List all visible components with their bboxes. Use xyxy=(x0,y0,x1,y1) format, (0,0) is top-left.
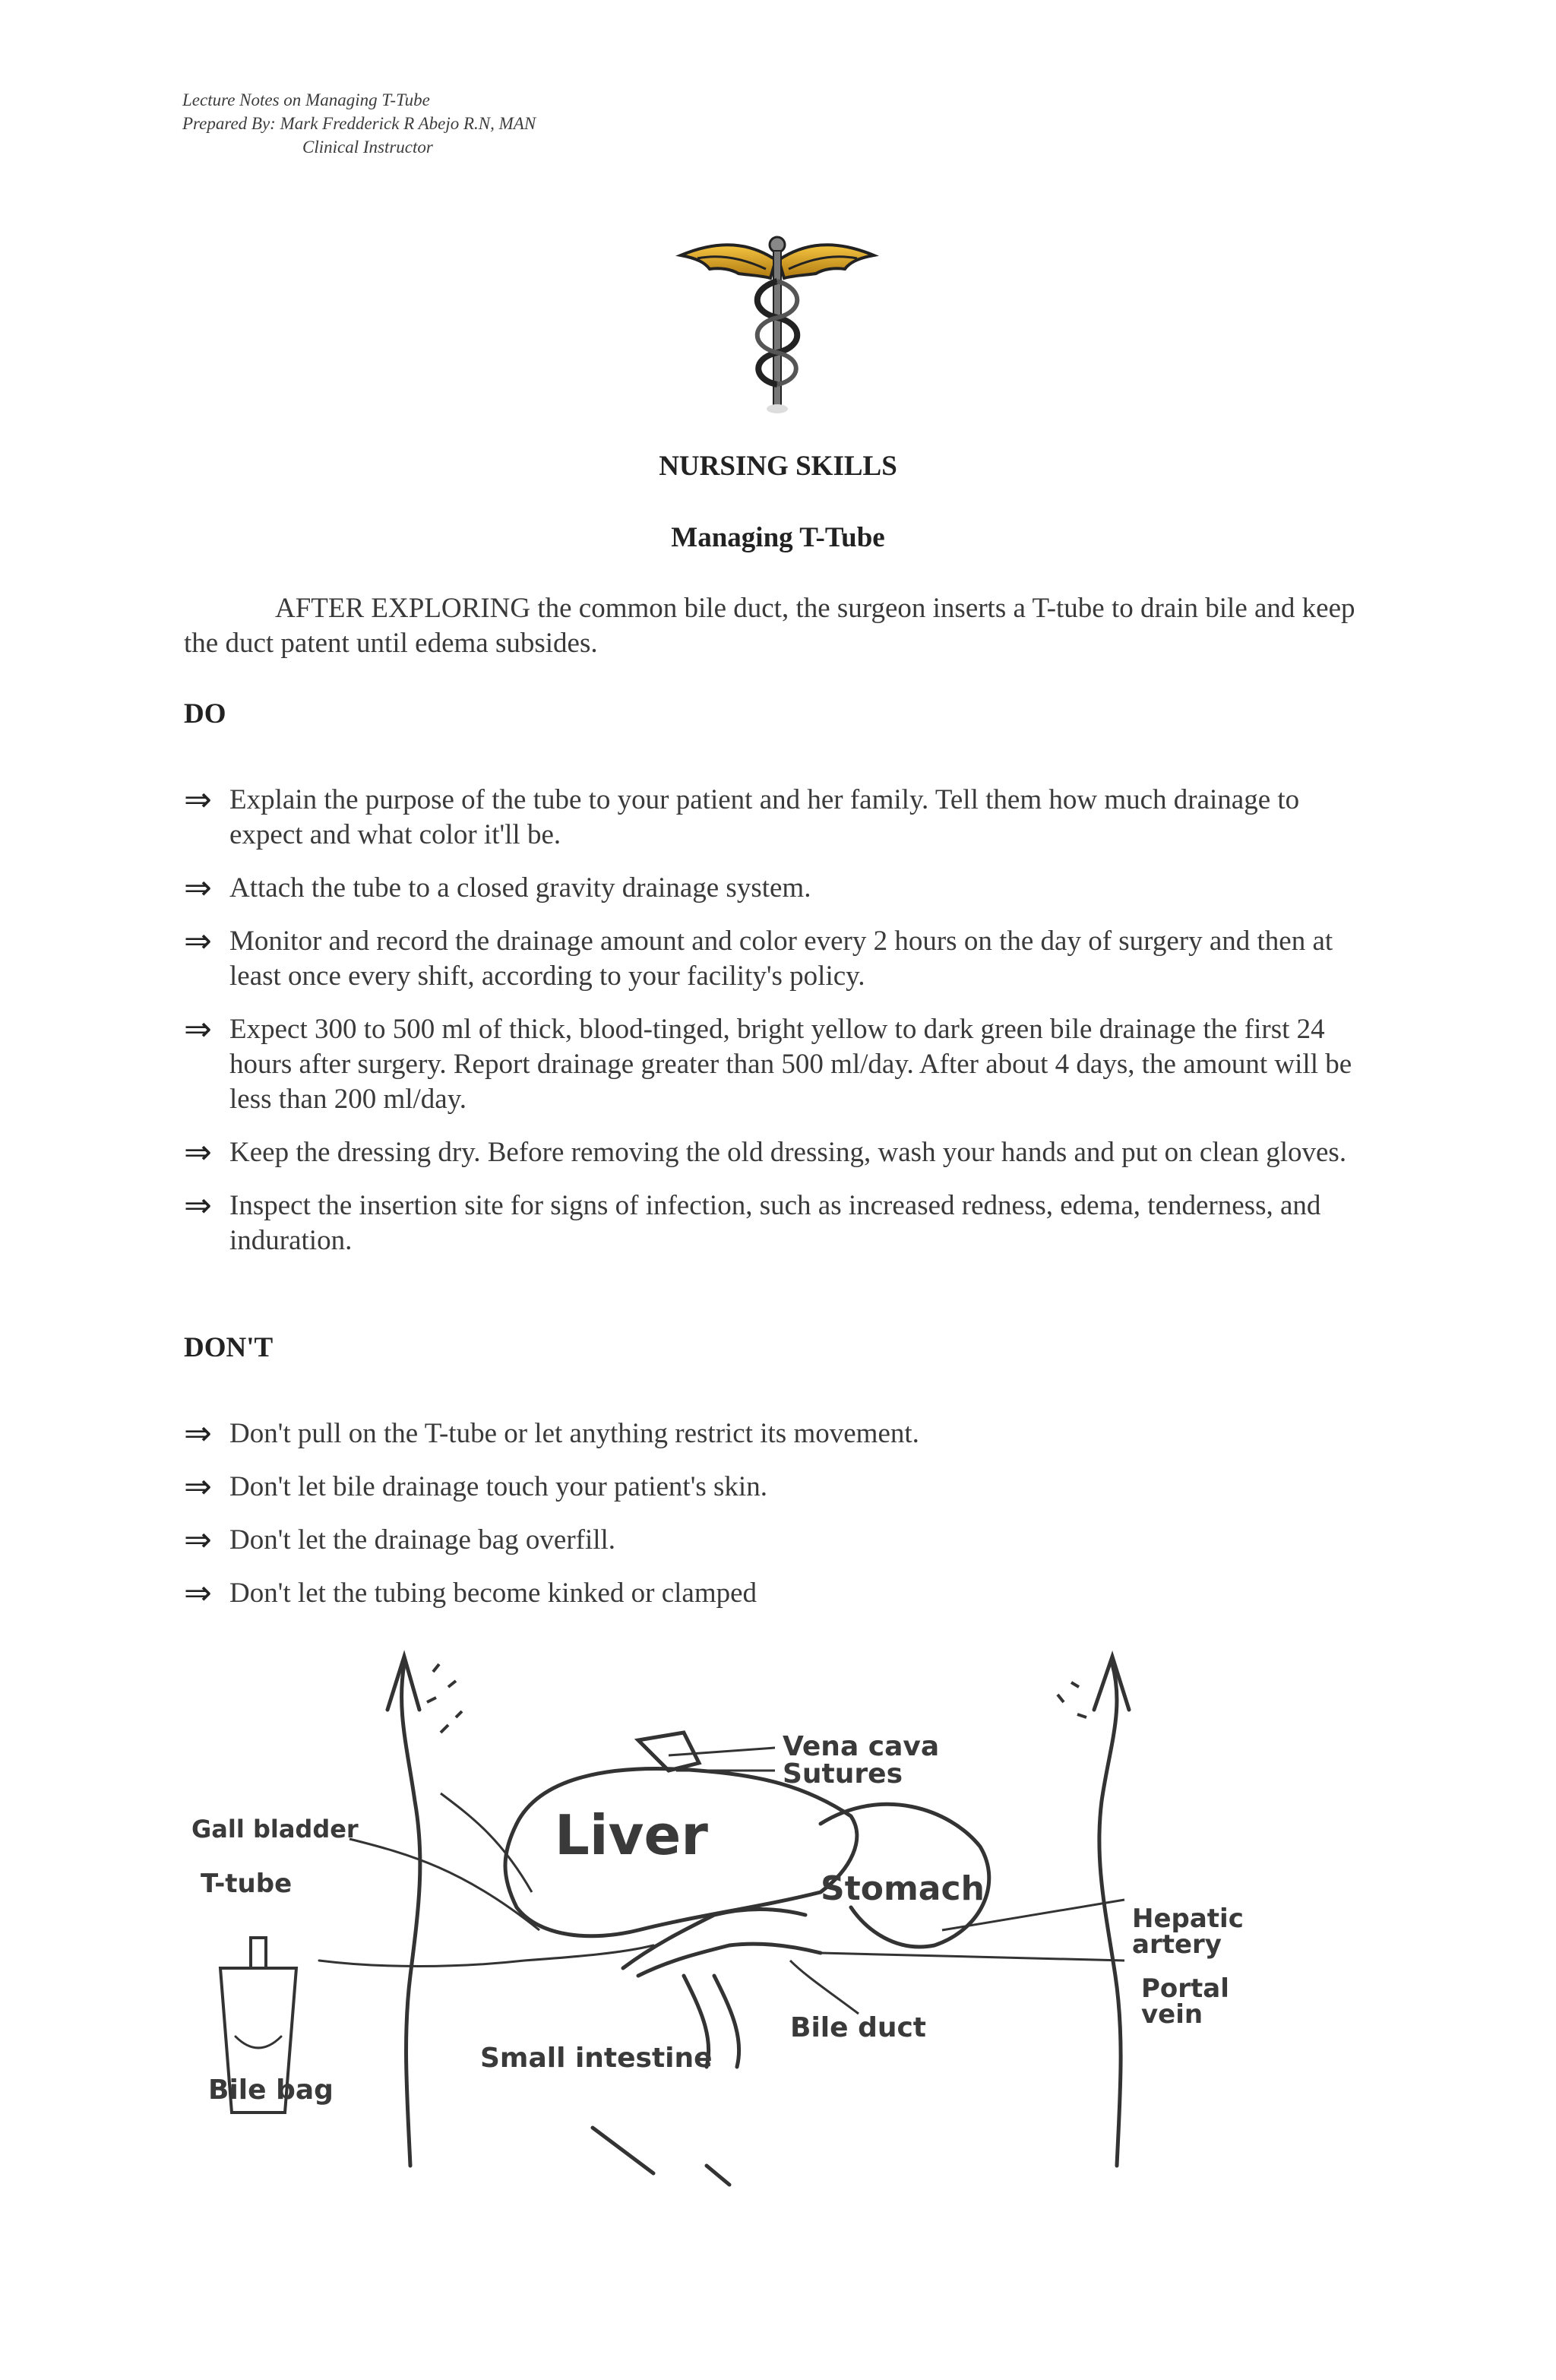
do-list xyxy=(184,780,1377,1277)
do-heading: DO xyxy=(184,698,226,730)
label-stomach: Stomach xyxy=(821,1869,985,1908)
dont-list xyxy=(184,1416,1377,1629)
list-item: ⇒ Expect 300 to 500 ml of thick, blood-tinged, bright yellow to dark green bile drainage the first 24 hours after surgery. Report drainage greater than 500 ml/day. After about 4 days, the amount will be less than 200 ml/day. xyxy=(184,1010,1352,1115)
list-item: ⇒ Don't let bile drainage touch your patient's skin. xyxy=(184,1467,767,1506)
list-item: ⇒ Explain the purpose of the tube to your patient and her family. Tell them how much drainage to expect and what color it'll be. xyxy=(184,780,1300,850)
label-bile-bag: Bile bag xyxy=(208,2075,334,2106)
arrow-icon: ⇒ xyxy=(184,1574,212,1613)
label-liver: Liver xyxy=(555,1803,708,1867)
caduceus-icon xyxy=(675,228,880,418)
header-author: Prepared By: Mark Fredderick R Abejo R.N, MAN xyxy=(182,114,536,133)
label-artery: artery xyxy=(1132,1929,1222,1960)
list-item: ⇒ Don't let the tubing become kinked or clamped xyxy=(184,1574,757,1613)
arrow-icon: ⇒ xyxy=(184,922,212,961)
header-role: Clinical Instructor xyxy=(302,138,433,157)
label-portal: Portal xyxy=(1141,1973,1229,2004)
arrow-icon: ⇒ xyxy=(184,1010,212,1049)
label-hepatic: Hepatic xyxy=(1132,1904,1244,1934)
list-item: ⇒ Monitor and record the drainage amount and color every 2 hours on the day of surgery and then at least once every shift, according to your facility's policy. xyxy=(184,922,1333,992)
arrow-icon: ⇒ xyxy=(184,1414,212,1453)
intro-paragraph xyxy=(184,591,1369,661)
intro-text: AFTER EXPLORING the common bile duct, the surgeon inserts a T-tube to drain bile and keep the duct patent until edema subsides. xyxy=(184,593,1355,659)
list-item: ⇒ Attach the tube to a closed gravity drainage system. xyxy=(184,869,811,907)
page-title: NURSING SKILLS xyxy=(659,451,897,482)
label-sutures: Sutures xyxy=(783,1758,903,1790)
header-course: Lecture Notes on Managing T-Tube xyxy=(182,90,430,109)
label-vena-cava: Vena cava xyxy=(783,1731,940,1762)
t-tube-anatomy-diagram xyxy=(182,1641,1292,2189)
label-gall-bladder: Gall bladder xyxy=(191,1815,359,1844)
list-item: ⇒ Inspect the insertion site for signs of infection, such as increased redness, edema, tenderness, and induration. xyxy=(184,1186,1321,1256)
arrow-icon: ⇒ xyxy=(184,780,212,819)
arrow-icon: ⇒ xyxy=(184,1467,212,1506)
document-header xyxy=(182,88,536,159)
label-vein: vein xyxy=(1141,1999,1203,2030)
arrow-icon: ⇒ xyxy=(184,1521,212,1559)
list-item: ⇒ Don't pull on the T-tube or let anything restrict its movement. xyxy=(184,1414,919,1453)
label-small-intestine: Small intestine xyxy=(480,2043,713,2074)
arrow-icon: ⇒ xyxy=(184,1186,212,1225)
page-subtitle: Managing T-Tube xyxy=(671,522,885,553)
label-bile-duct: Bile duct xyxy=(790,2012,927,2043)
list-item: ⇒ Don't let the drainage bag overfill. xyxy=(184,1521,616,1559)
arrow-icon: ⇒ xyxy=(184,869,212,907)
dont-heading: DON'T xyxy=(184,1332,274,1363)
label-t-tube: T-tube xyxy=(201,1869,293,1899)
list-item: ⇒ Keep the dressing dry. Before removing the old dressing, wash your hands and put on clean gloves. xyxy=(184,1133,1347,1172)
arrow-icon: ⇒ xyxy=(184,1133,212,1172)
